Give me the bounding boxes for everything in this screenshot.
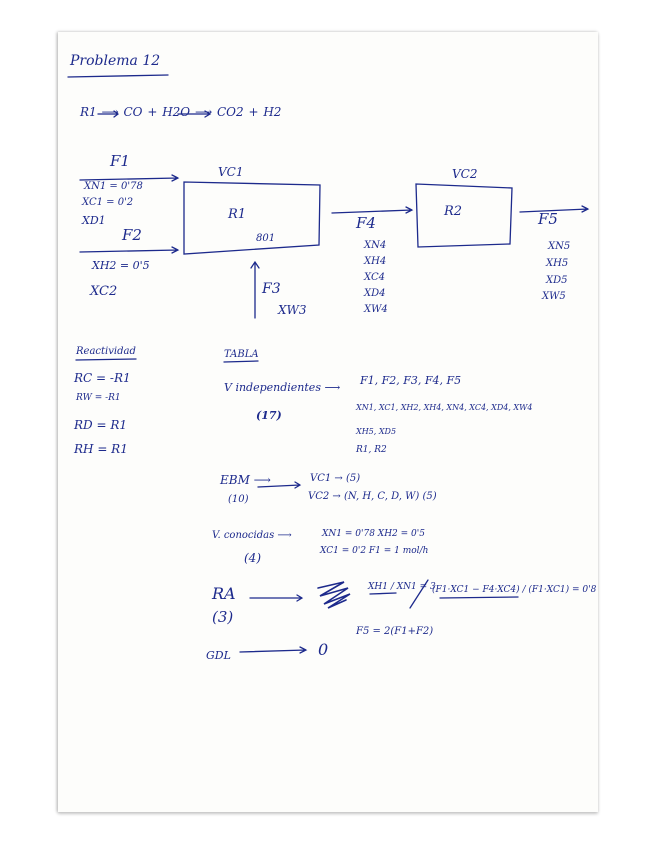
reactividad-line-1: RC = -R1 — [74, 371, 131, 385]
f5-comp-4: XW5 — [542, 291, 566, 302]
reactor-2-box — [416, 184, 512, 247]
ra-fraction-bar-1 — [370, 593, 396, 594]
ra-value-1: XH1 / XN1 = 3 — [368, 582, 436, 592]
vc2-label: VC2 — [452, 167, 478, 181]
ebm-value-2: VC2 → (N, H, C, D, W) (5) — [308, 491, 437, 502]
problem-title: Problema 12 — [70, 53, 161, 69]
f3-arrow — [251, 262, 259, 318]
f2-arrow — [80, 247, 178, 253]
gdl-arrow — [240, 647, 306, 653]
f5-comp-3: XD5 — [546, 275, 568, 286]
f2-comp-1: XH2 = 0'5 — [92, 259, 150, 272]
vind-value-2: XN1, XC1, XH2, XH4, XN4, XC4, XD4, XW4 — [356, 403, 533, 412]
vind-value-3: XH5, XD5 — [356, 427, 397, 436]
ra-value-2: (F1·XC1 − F4·XC4) / (F1·XC1) = 0'8 — [432, 585, 597, 595]
stream-f1-label: F1 — [110, 152, 130, 170]
reactividad-line-2: RW = -R1 — [76, 393, 121, 403]
gdl-label: GDL — [206, 649, 231, 662]
reactividad-line-4: RH = R1 — [74, 442, 128, 456]
f1-comp-3: XD1 — [82, 214, 106, 227]
title-underline — [68, 75, 168, 77]
reactor-1-box — [184, 182, 320, 254]
reactividad-line-3: RD = R1 — [74, 418, 128, 432]
ebm-count: (10) — [228, 494, 249, 505]
vind-value-1: F1, F2, F3, F4, F5 — [360, 374, 462, 387]
reactor-2-label: R2 — [444, 204, 463, 219]
f1-comp-2: XC1 = 0'2 — [82, 197, 134, 208]
stream-f4-label: F4 — [356, 214, 376, 232]
reactividad-heading: Reactividad — [76, 346, 136, 357]
f2-comp-2: XC2 — [90, 284, 118, 299]
f4-comp-2: XH4 — [364, 256, 387, 267]
f4-comp-1: XN4 — [364, 240, 387, 251]
vcon-label: V. conocidas ⟶ — [212, 530, 292, 541]
ra-count: (3) — [212, 608, 234, 626]
ra-value-3: F5 = 2(F1+F2) — [356, 626, 434, 637]
ra-label: RA — [212, 584, 236, 603]
vind-count: (17) — [256, 409, 282, 422]
reaction-equation: R1 ⟶ CO + H2O ⟶ CO2 + H2 — [80, 105, 282, 119]
f4-comp-3: XC4 — [364, 272, 385, 283]
gdl-value: 0 — [318, 640, 329, 659]
tabla-underline — [224, 361, 258, 362]
ebm-value-1: VC1 → (5) — [310, 473, 361, 484]
stream-f5-label: F5 — [538, 210, 558, 228]
ra-fraction-bar-2 — [440, 597, 518, 598]
vcon-count: (4) — [244, 551, 261, 565]
reactor-1-label: R1 — [228, 207, 247, 222]
f3-comp: XW3 — [278, 303, 307, 317]
ebm-label: EBM ⟶ — [220, 473, 271, 487]
vcon-value-1: XN1 = 0'78 XH2 = 0'5 — [322, 529, 425, 539]
reactor-1-temp: 801 — [256, 233, 276, 244]
vcon-value-2: XC1 = 0'2 F1 = 1 mol/h — [320, 546, 429, 556]
reactividad-underline — [76, 359, 136, 360]
scribble-mark — [318, 582, 350, 608]
stream-f3-label: F3 — [262, 281, 281, 297]
vc1-label: VC1 — [218, 165, 244, 179]
vind-label: V independientes ⟶ — [224, 381, 341, 394]
ra-arrow — [250, 595, 302, 601]
f4-comp-5: XW4 — [364, 304, 388, 315]
tabla-heading: TABLA — [224, 349, 259, 360]
f4-comp-4: XD4 — [364, 288, 386, 299]
stream-f2-label: F2 — [122, 226, 142, 244]
f1-comp-1: XN1 = 0'78 — [84, 181, 143, 192]
f4-arrow — [332, 207, 412, 213]
f5-comp-2: XH5 — [546, 258, 569, 269]
vind-value-4: R1, R2 — [356, 445, 387, 455]
f5-comp-1: XN5 — [548, 241, 571, 252]
